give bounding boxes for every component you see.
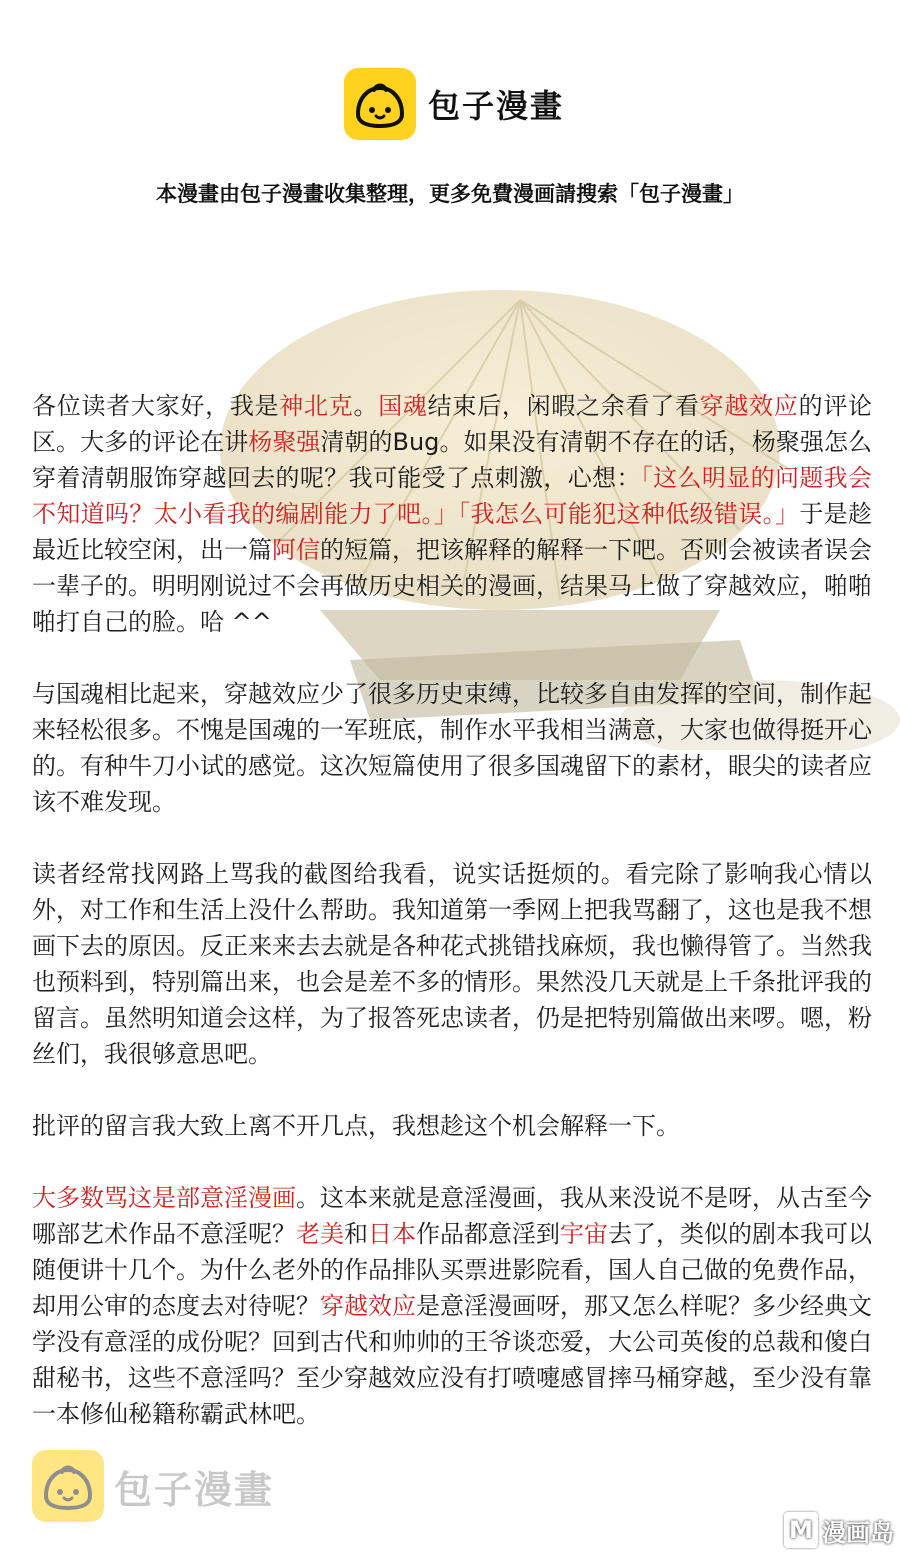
highlighted-text: 大多数骂这是部意淫漫画: [32, 1184, 296, 1212]
body-text: 。这本来就是意淫漫画，我从来没说不是呀，从古至今哪部艺术作品不意淫呢？: [32, 1184, 872, 1248]
logo-text: 包子漫畫: [428, 87, 565, 125]
author-note-article: [32, 388, 872, 1468]
paragraph-5: [32, 1180, 872, 1432]
corner-watermark-text: 漫画岛: [822, 1518, 894, 1547]
body-text: 于是趁最近比较空闲，出一篇: [32, 500, 872, 564]
highlighted-text: 宇宙: [560, 1220, 608, 1248]
collection-notice: 本漫畫由包子漫畫收集整理，更多免費漫画請搜索「包子漫畫」: [156, 182, 744, 206]
highlighted-text: 日本: [368, 1220, 416, 1248]
highlighted-text: 杨聚强: [248, 428, 321, 456]
highlighted-text: 穿越效应: [320, 1292, 416, 1320]
body-text: 作品都意淫到: [416, 1220, 560, 1248]
bun-logo-icon: [344, 68, 416, 140]
paragraph-3: 读者经常找网路上骂我的截图给我看，说实话挺烦的。看完除了影响我心情以外，对工作和生活上没什么帮助。我知道第一季网上把我骂翻了，这也是我不想画下去的原因。反正来来去去就是各种花式挑错找麻烦，我也懒得管了。当然我也预料到，特别篇出来，也会是差不多的情形。果然没几天就是上千条批评我的留言。虽然明知道会这样，为了报答死忠读者，仍是把特别篇做出来啰。嗯，粉丝们，我很够意思吧。: [32, 860, 872, 1068]
body-text: 。: [353, 392, 379, 420]
body-text: 结束后，闲暇之余看了看: [427, 392, 700, 420]
body-text: 的评论区。大多的评论在讲: [32, 392, 873, 456]
highlighted-text: 「这么明显的问题我会不知道吗？太小看我的编剧能力了吧。」「我怎么可能犯这种低级错误。」: [32, 464, 873, 528]
bottom-watermark: [32, 1450, 274, 1522]
body-text: 是意淫漫画呀，那又怎么样呢？多少经典文学没有意淫的成份呢？回到古代和帅帅的王爷谈恋爱，大公司英俊的总裁和傻白甜秘书，这些不意淫吗？至少穿越效应没有打喷嚏感冒摔马桶穿越，至少没有靠一本修仙秘籍称霸武林吧。: [32, 1292, 872, 1428]
header: [0, 68, 900, 146]
highlighted-text: 老美: [296, 1220, 344, 1248]
site-logo[interactable]: [344, 68, 564, 140]
highlighted-text: 穿越效应: [699, 392, 799, 420]
paragraph-2: 与国魂相比起来，穿越效应少了很多历史束缚，比较多自由发挥的空间，制作起来轻松很多。不愧是国魂的一军班底，制作水平我相当满意，大家也做得挺开心的。有种牛刀小试的感觉。这次短篇使用了很多国魂留下的素材，眼尖的读者应该不难发现。: [32, 680, 872, 816]
paragraph-4: 批评的留言我大致上离不开几点，我想趁这个机会解释一下。: [32, 1112, 680, 1140]
highlighted-text: 阿信: [272, 536, 320, 564]
bun-watermark-icon: [32, 1450, 104, 1522]
body-text: 的短篇，把该解释的解释一下吧。否则会被读者误会一辈子的。明明刚说过不会再做历史相关的漫画，结果马上做了穿越效应，啪啪啪打自己的脸。哈 ^^: [32, 536, 872, 636]
body-text: 和: [344, 1220, 368, 1248]
corner-watermark: [784, 1512, 894, 1548]
body-text: 各位读者大家好，我是: [32, 392, 280, 420]
m-logo-icon: M: [784, 1512, 818, 1548]
body-text: 去了，类似的剧本我可以随便讲十几个。为什么老外的作品排队买票进影院看，国人自己做的免费作品，却用公审的态度去对待呢？: [32, 1220, 872, 1320]
paragraph-1: [32, 388, 872, 640]
highlighted-text: 神北克: [279, 392, 354, 420]
watermark-text: 包子漫畫: [114, 1467, 275, 1512]
body-text: 清朝的Bug。如果没有清朝不存在的话，杨聚强怎么穿着清朝服饰穿越回去的呢？我可能受了点刺激，心想：: [32, 428, 873, 492]
highlighted-text: 国魂: [378, 392, 428, 420]
